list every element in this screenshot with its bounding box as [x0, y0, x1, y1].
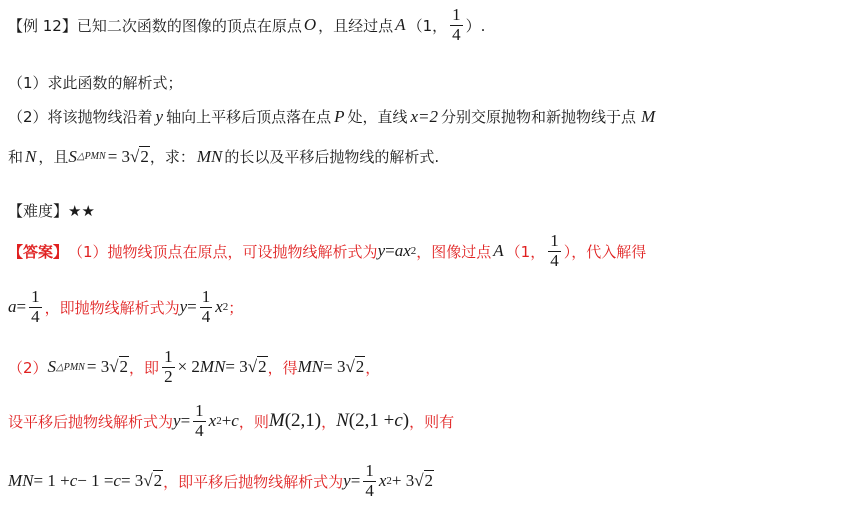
- fraction-num: 1: [164, 347, 173, 366]
- q2-text-g: ，求：: [149, 148, 195, 166]
- answer-text-b: ，图像过点: [416, 242, 492, 261]
- sqrt-radicand: 2: [119, 357, 129, 377]
- area-S: S: [68, 146, 77, 166]
- answer-text-g: ，即: [129, 358, 160, 377]
- fraction-num: 1: [365, 461, 374, 480]
- answer-line-5: [8, 462, 434, 500]
- answer-text-l: ，即平移后抛物线解析式为: [163, 472, 344, 491]
- equals: =: [16, 297, 27, 317]
- answer-line-2: [8, 288, 243, 326]
- point-O: O: [303, 15, 317, 35]
- fraction: [200, 288, 213, 326]
- answer-text-a: （1）抛物线顶点在原点，可设抛物线解析式为: [68, 242, 378, 261]
- sqrt-radicand: 2: [153, 471, 163, 491]
- difficulty: [8, 200, 95, 221]
- minus: − 1 =: [77, 471, 114, 491]
- var-x: x: [378, 471, 387, 491]
- sqrt-radicand: 2: [140, 146, 149, 166]
- point-N: N: [336, 410, 349, 432]
- question-2-line-1: [8, 106, 655, 127]
- var-y: y: [377, 241, 386, 261]
- sqrt: √2: [143, 471, 163, 491]
- fraction: [29, 288, 42, 326]
- var-y: y: [343, 471, 351, 491]
- fraction: [193, 402, 206, 440]
- area-eq: = 3: [107, 146, 131, 166]
- fraction: [548, 232, 561, 270]
- sqrt: √2: [109, 357, 129, 377]
- fraction-den: 2: [164, 366, 173, 386]
- answer-text-k: ，则有: [409, 412, 455, 431]
- equals: = 3: [323, 357, 346, 377]
- point-N: N: [25, 146, 37, 166]
- var-c: c: [394, 410, 403, 432]
- answer-tag: 【答案】: [8, 242, 69, 261]
- line-x-eq: x=2: [410, 106, 439, 126]
- fraction-den: 4: [195, 420, 204, 440]
- q2-text-a: （2）将该抛物线沿着: [8, 108, 153, 126]
- answer-text-h: ，得: [267, 358, 298, 377]
- equals: = 1 +: [33, 471, 70, 491]
- fraction-den: 4: [550, 250, 559, 270]
- area-S: S: [47, 357, 57, 377]
- fraction: [162, 348, 175, 386]
- example-intro: 已知二次函数的图像的顶点在原点: [76, 16, 302, 35]
- var-y: y: [173, 411, 181, 431]
- q2-text-e: 和: [8, 148, 24, 166]
- exponent: 2: [386, 475, 392, 488]
- var-y: y: [155, 106, 164, 126]
- answer-text-j: ，则: [238, 412, 269, 431]
- equals: =: [385, 241, 395, 261]
- equals: =: [350, 471, 361, 491]
- fraction-den: 4: [365, 480, 374, 500]
- exponent: 2: [216, 415, 222, 428]
- answer-line-4: [8, 402, 454, 440]
- example-mid: ，且经过点: [318, 16, 394, 35]
- sqrt: √2: [247, 357, 267, 377]
- var-y: y: [179, 297, 188, 317]
- answer-line-1: [8, 232, 646, 270]
- difficulty-stars: ★★: [68, 201, 95, 220]
- q2-text-b: 轴向上平移后顶点落在点: [166, 108, 332, 126]
- sqrt: √2: [130, 146, 149, 166]
- var-x: x: [215, 297, 223, 317]
- segment-MN: MN: [8, 471, 34, 491]
- answer-line-3: [8, 348, 380, 386]
- sqrt: √2: [414, 471, 434, 491]
- equals: = 3: [120, 471, 144, 491]
- exponent: 2: [222, 301, 229, 314]
- fraction-num: 1: [31, 287, 40, 306]
- point-A: A: [493, 241, 504, 261]
- area-sub: △PMN: [56, 361, 85, 373]
- answer-text-f: （2）: [8, 358, 48, 377]
- example-paren-close: ）.: [465, 16, 486, 35]
- fraction-den: 4: [201, 306, 211, 326]
- equals: = 3: [225, 357, 248, 377]
- q2-text-h: 的长以及平移后抛物线的解析式.: [224, 148, 440, 166]
- fraction: [450, 6, 463, 44]
- answer-text-c: （1，: [505, 242, 546, 261]
- point-A: A: [395, 15, 406, 35]
- fraction-num: 1: [452, 5, 461, 24]
- area-sub: △PMN: [76, 151, 106, 162]
- equals: =: [187, 297, 197, 317]
- point-M: M: [268, 410, 285, 432]
- answer-text-end: ，: [365, 358, 381, 377]
- times: × 2: [177, 357, 200, 377]
- sqrt-radicand: 2: [355, 357, 365, 377]
- q2-text-c: 处，直线: [347, 108, 408, 126]
- exponent: 2: [410, 245, 417, 258]
- answer-text-e: ，即抛物线解析式为: [44, 298, 180, 317]
- answer-text-end: ；: [228, 298, 244, 317]
- var-c: c: [231, 411, 239, 431]
- q2-text-d: 分别交原抛物和新抛物线于点: [441, 108, 637, 126]
- var-c: c: [69, 471, 78, 491]
- point-M: M: [641, 106, 656, 126]
- var-a: a: [8, 297, 17, 317]
- sqrt-radicand: 2: [424, 471, 434, 491]
- point-P: P: [334, 106, 345, 126]
- question-1-text: （1）求此函数的解析式；: [8, 74, 183, 92]
- sqrt-radicand: 2: [258, 357, 267, 377]
- area-eq: = 3: [86, 357, 110, 377]
- var-c: c: [113, 471, 121, 491]
- equals: =: [180, 411, 191, 431]
- fraction-num: 1: [201, 287, 211, 306]
- answer-text-d: ），代入解得: [563, 242, 647, 261]
- sqrt: √2: [345, 357, 365, 377]
- q2-text-f: ，且: [38, 148, 69, 166]
- separator: ，: [321, 412, 337, 431]
- fraction: [363, 462, 376, 500]
- difficulty-label: 【难度】: [8, 202, 69, 220]
- example-statement: [8, 6, 485, 44]
- segment-MN: MN: [199, 357, 226, 377]
- example-paren: （1，: [407, 16, 448, 35]
- fraction-num: 1: [195, 401, 204, 420]
- point-N-coords: (2,1 +: [348, 410, 395, 432]
- segment-MN: MN: [196, 146, 223, 166]
- fraction-den: 4: [31, 306, 40, 326]
- question-1: [8, 72, 183, 93]
- var-x: x: [208, 411, 217, 431]
- question-2-line-2: [8, 146, 439, 167]
- point-N-close: ): [402, 410, 410, 432]
- plus: +: [221, 411, 232, 431]
- term-ax: ax: [394, 241, 411, 261]
- point-M-coords: (2,1): [284, 410, 322, 432]
- plus: + 3: [391, 471, 415, 491]
- example-tag: 【例 12】: [8, 16, 77, 35]
- segment-MN: MN: [297, 357, 324, 377]
- fraction-den: 4: [452, 24, 461, 44]
- fraction-num: 1: [550, 231, 559, 250]
- answer-text-i: 设平移后抛物线解析式为: [8, 412, 174, 431]
